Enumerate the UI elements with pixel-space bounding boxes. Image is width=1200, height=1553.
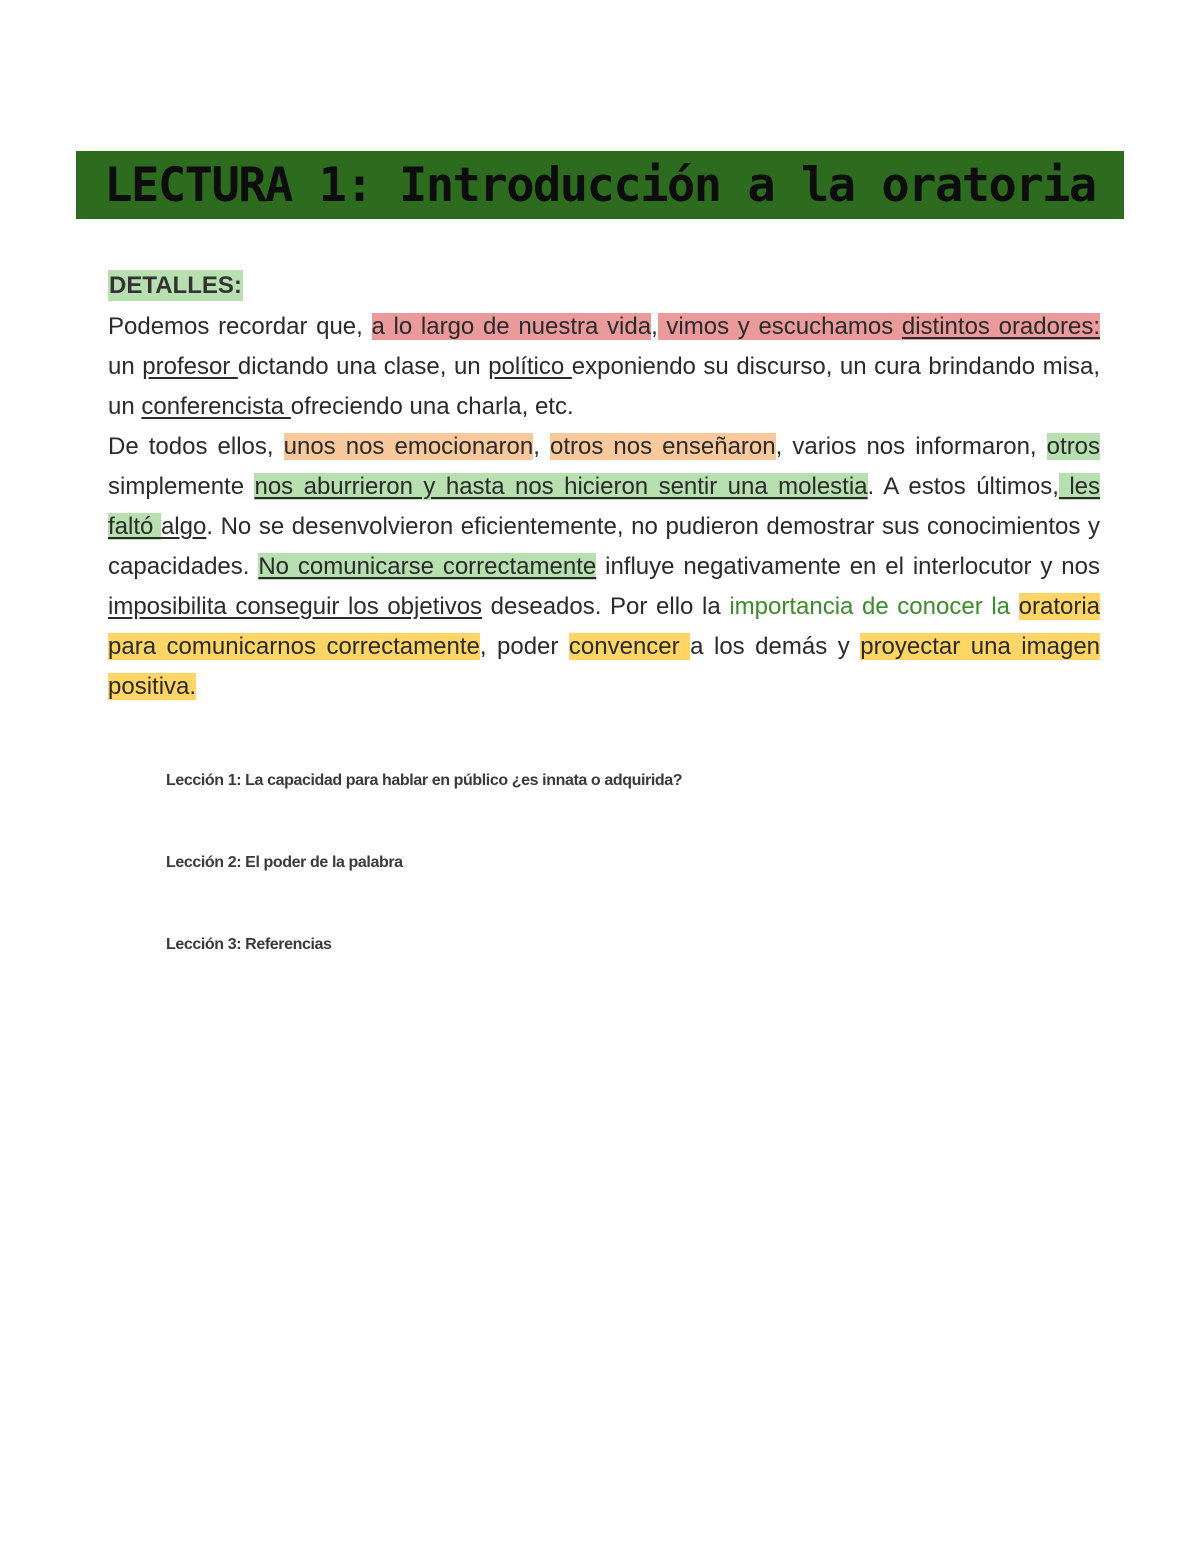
p2-underline-imposibilita: imposibilita conseguir los objetivos: [108, 593, 483, 620]
page-title: LECTURA 1: Introducción a la oratoria: [104, 157, 1096, 213]
lessons-list: [166, 770, 1066, 1016]
p2-text: , varios nos informaron,: [775, 433, 1047, 460]
p2-underline-algo: algo: [160, 513, 207, 540]
lesson-3[interactable]: Lección 3: Referencias: [166, 936, 332, 953]
p2-highlight-comunicarnos: para comunicarnos correctamente: [108, 633, 480, 660]
p1-text: dictando una clase, un: [237, 353, 489, 380]
details-section: [108, 270, 1100, 707]
paragraph-speakers: [108, 427, 1100, 707]
p2-text: a los demás y: [690, 633, 861, 660]
p2-highlight-no-comunicarse: No comunicarse correctamente: [258, 553, 597, 580]
p1-highlight-vimos: vimos y escuchamos: [657, 313, 902, 340]
p2-text: influye negativamente en el interlocutor y nos: [596, 553, 1101, 580]
p1-text: un: [108, 353, 143, 380]
p2-text: . A estos últimos,: [867, 473, 1059, 500]
p2-highlight-convencer: convencer: [568, 633, 691, 660]
p2-highlight-les-falto: les faltó: [108, 473, 1100, 540]
paragraph-intro: [108, 307, 1100, 427]
p1-underline-profesor: profesor: [142, 353, 238, 380]
p2-text: , poder: [479, 633, 569, 660]
p2-highlight-ensenaron: otros nos enseñaron: [550, 433, 776, 460]
p1-text: exponiendo su discurso, un cura brindando misa, un: [108, 353, 1101, 420]
p1-underline-politico: político: [488, 353, 572, 380]
p1-comma: ,: [651, 313, 658, 340]
details-label: DETALLES:: [109, 272, 242, 299]
p2-text: . No se desenvolvieron eficientemente, no pudieron demostrar sus conocimientos y capacidades.: [108, 513, 1100, 580]
p2-text: ,: [533, 433, 550, 460]
p2-highlight-emocionaron: unos nos emocionaron: [283, 433, 534, 460]
p2-green-importancia: importancia de conocer la: [729, 593, 1010, 620]
p1-highlight-oradores: distintos oradores:: [901, 313, 1100, 340]
p2-text: [1010, 593, 1019, 620]
p1-underline-conferencista: conferencista: [141, 393, 291, 420]
p1-text: Podemos recordar que,: [108, 313, 372, 340]
p2-highlight-otros: otros: [1046, 433, 1101, 460]
p1-highlight-vida: a lo largo de nuestra vida: [371, 313, 652, 340]
p2-highlight-oratoria: oratoria: [1018, 593, 1100, 620]
title-banner: [76, 151, 1124, 219]
lesson-1[interactable]: Lección 1: La capacidad para hablar en público ¿es innata o adquirida?: [166, 772, 683, 789]
lesson-2[interactable]: Lección 2: El poder de la palabra: [166, 854, 403, 871]
p2-text: deseados. Por ello la: [482, 593, 730, 620]
p2-highlight-aburrieron: nos aburrieron y hasta nos hicieron sentir una molestia: [254, 473, 868, 500]
p2-highlight-imagen: proyectar una imagen positiva.: [108, 633, 1101, 700]
p2-text: De todos ellos,: [108, 433, 284, 460]
p2-text: simplemente: [108, 473, 255, 500]
p1-text: ofreciendo una charla, etc.: [290, 393, 574, 420]
